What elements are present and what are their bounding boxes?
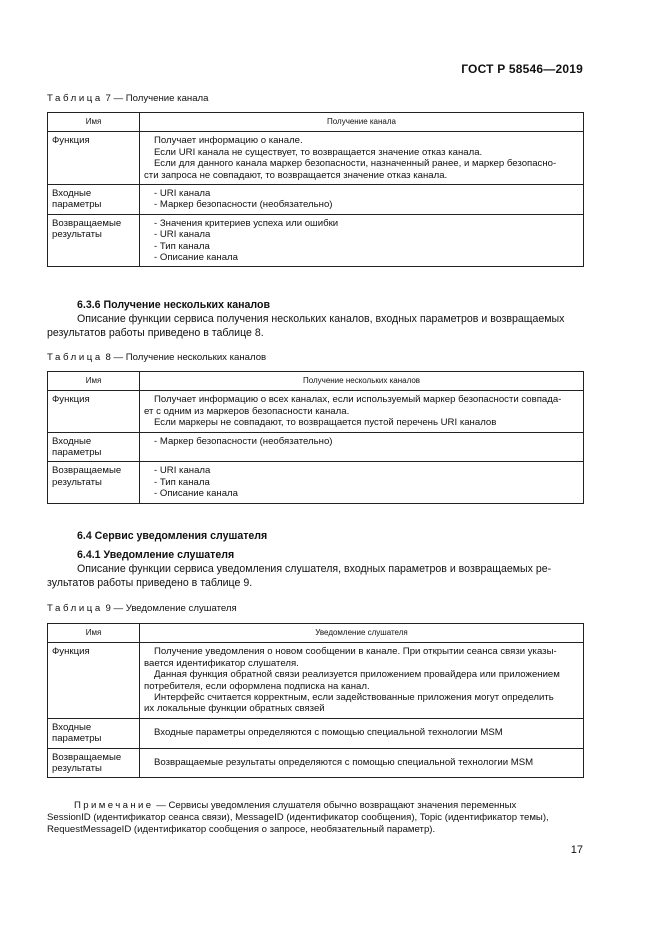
row-value [140,462,584,503]
table-8-caption [47,352,266,363]
table-row [48,132,584,185]
table-row [48,718,584,748]
note-line [47,800,584,812]
row-key: Входные параметры [48,718,140,748]
column-header-value: Получение нескольких каналов [140,372,584,391]
row-key: Возвращаемые результаты [48,214,140,267]
value-line: Получает информацию о всех каналах, если используемый маркер безопасности совпада- [154,394,562,406]
table-row [48,391,584,432]
value-line: Возвращаемые результаты определяются с помощью специальной технологии MSM [154,756,534,768]
table-row [48,432,584,462]
row-key: Возвращаемые результаты [48,462,140,503]
table-header-row [48,624,584,643]
value-line: - Тип канала [154,476,210,488]
row-value [140,718,584,748]
row-value [140,185,584,215]
table-caption-label: Таблица [47,603,103,614]
column-header-name: Имя [48,624,140,643]
value-line: Получает информацию о канале. [154,135,303,147]
note-label: Примечание [74,800,154,811]
row-key: Входные параметры [48,432,140,462]
value-line: - Описание канала [154,488,238,500]
row-value [140,214,584,267]
value-line: - Тип канала [154,240,210,252]
section-heading-6-3-6: 6.3.6 Получение нескольких каналов [77,299,270,311]
value-line: - URI канала [154,188,211,200]
row-key: Возвращаемые результаты [48,748,140,778]
table-9 [47,623,584,778]
row-key: Функция [48,391,140,432]
table-7 [47,112,584,267]
column-header-name: Имя [48,113,140,132]
table-9-caption [47,603,237,614]
paragraph-line: зультатов работы приведено в таблице 9. [47,576,253,589]
row-value [140,391,584,432]
column-header-value: Получение канала [140,113,584,132]
table-caption-text: 9 — Уведомление слушателя [105,603,237,614]
value-line: - Маркер безопасности (необязательно) [154,199,333,211]
value-line: - Маркер безопасности (необязательно) [154,435,333,447]
table-8 [47,371,584,504]
column-header-name: Имя [48,372,140,391]
section-6-3-6-paragraph [47,313,584,340]
value-line: Интерфейс считается корректным, если задействованные приложения могут определить [154,692,554,704]
value-line: Входные параметры определяются с помощью специальной технологии MSM [154,726,503,738]
table-row [48,185,584,215]
table-row [48,643,584,718]
row-key: Функция [48,643,140,718]
note-line: SessionID (идентификатор сеанса связи), MessageID (идентификатор сообщения), Topic (идентификатор темы), [47,811,549,823]
section-heading-6-4-1: 6.4.1 Уведомление слушателя [77,549,235,561]
paragraph-line: Описание функции сервиса уведомления слушателя, входных параметров и возвращаемых ре- [77,563,552,575]
note-text: — Сервисы уведомления слушателя обычно возвращают значения переменных [156,800,517,811]
table-header-row [48,113,584,132]
table-caption-text: 7 — Получение канала [105,93,209,104]
table-row [48,462,584,503]
page-number: 17 [570,844,583,856]
row-value [140,748,584,778]
row-key: Входные параметры [48,185,140,215]
value-line: - Описание канала [154,252,238,264]
table-row [48,214,584,267]
value-line: ет с одним из маркеров безопасности канала. [144,405,350,417]
column-header-value: Уведомление слушателя [140,624,584,643]
value-line: вается идентификатор слушателя. [144,657,299,669]
value-line: их локальные функции обратных связей [144,703,325,715]
row-value [140,643,584,718]
table-caption-label: Таблица [47,93,103,104]
section-6-4-1-paragraph [47,563,584,590]
paragraph-line: результатов работы приведено в таблице 8. [47,326,264,339]
value-line: Если URI канала не существует, то возвращается значение отказ канала. [154,146,483,158]
value-line: - Значения критериев успеха или ошибки [154,217,339,229]
table-caption-text: 8 — Получение нескольких каналов [105,352,267,363]
paragraph-line: Описание функции сервиса получения нескольких каналов, входных параметров и возвращаемых [77,313,565,325]
value-line: - URI канала [154,229,211,241]
table-row [48,748,584,778]
note-line: RequestMessageID (идентификатор сообщения о запросе, необязательный параметр). [47,823,436,835]
value-line: Данная функция обратной связи реализуется приложением провайдера или приложением [154,669,560,681]
document-code: ГОСТ Р 58546—2019 [461,62,583,76]
table-caption-label: Таблица [47,352,103,363]
value-line: Если маркеры не совпадают, то возвращается пустой перечень URI каналов [154,417,497,429]
value-line: потребителя, если оформлена подписка на канал. [144,680,370,692]
section-heading-6-4: 6.4 Сервис уведомления слушателя [77,530,268,542]
row-key: Функция [48,132,140,185]
value-line: Получение уведомления о новом сообщении в канале. При открытии сеанса связи указы- [154,646,557,658]
value-line: Если для данного канала маркер безопасности, назначенный ранее, и маркер безопасно- [154,158,557,170]
value-line: - URI канала [154,465,211,477]
table-header-row [48,372,584,391]
note [47,800,584,835]
table-7-caption [47,93,208,104]
row-value [140,132,584,185]
value-line: сти запроса не совпадают, то возвращается значение отказ канала. [144,169,448,181]
row-value [140,432,584,462]
